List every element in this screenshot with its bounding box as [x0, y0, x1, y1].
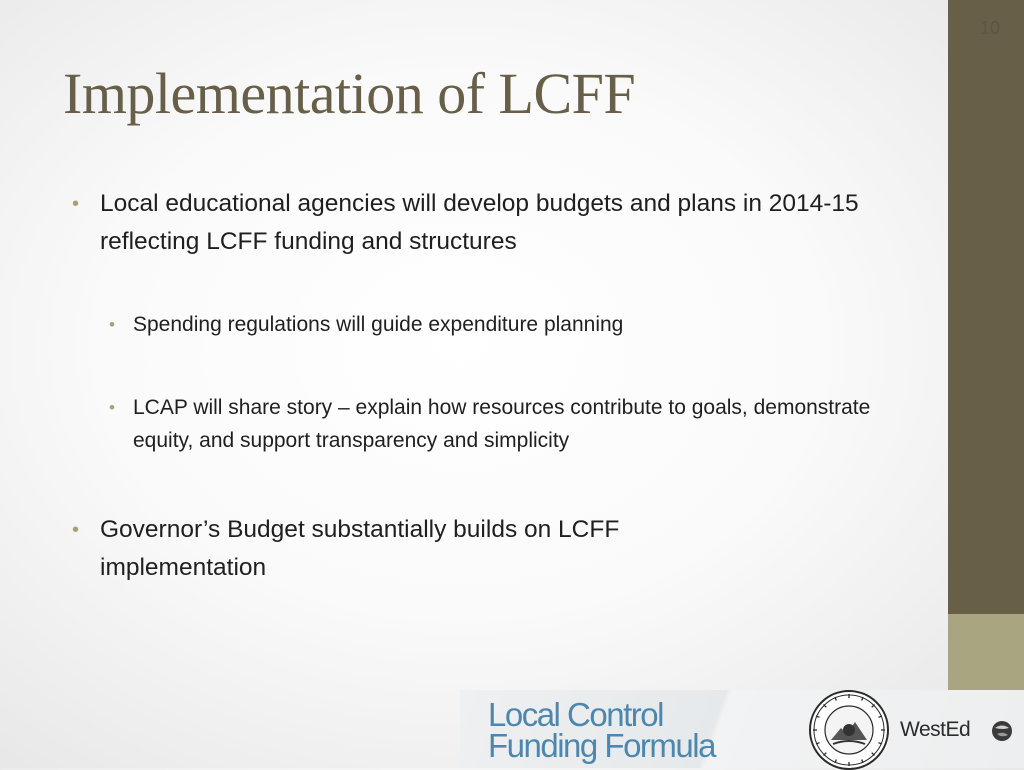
bullet-item [109, 391, 913, 457]
bullet-dot-icon: • [72, 519, 80, 541]
footer-banner [460, 690, 1024, 768]
state-board-of-education-seal-icon [809, 690, 889, 770]
globe-icon [991, 720, 1013, 742]
slide-title: Implementation of LCFF [63, 61, 636, 126]
bullet-dot-icon: • [109, 398, 115, 417]
bullet-dot-icon: • [109, 315, 115, 334]
footer-title-line2: Funding Formula [488, 727, 715, 764]
bullet-text: Governor’s Budget substantially builds on LCFF implementation [100, 516, 620, 581]
bullet-text: LCAP will share story – explain how resources contribute to goals, demonstrate equity, and support transparency and simplicity [133, 396, 871, 452]
bullet-text: Spending regulations will guide expenditure planning [133, 313, 624, 336]
side-band-dark [948, 0, 1024, 614]
footer-title-line1: Local Control [488, 696, 663, 733]
bullet-text: Local educational agencies will develop budgets and plans in 2014-15 reflecting LCFF funding and structures [100, 190, 859, 255]
bullet-item [72, 185, 900, 261]
bullet-item [72, 511, 740, 587]
bullet-dot-icon: • [72, 193, 80, 215]
bullet-item [109, 308, 913, 341]
page-number: 10 [980, 18, 1001, 38]
wested-logo: WestEd [900, 718, 971, 741]
